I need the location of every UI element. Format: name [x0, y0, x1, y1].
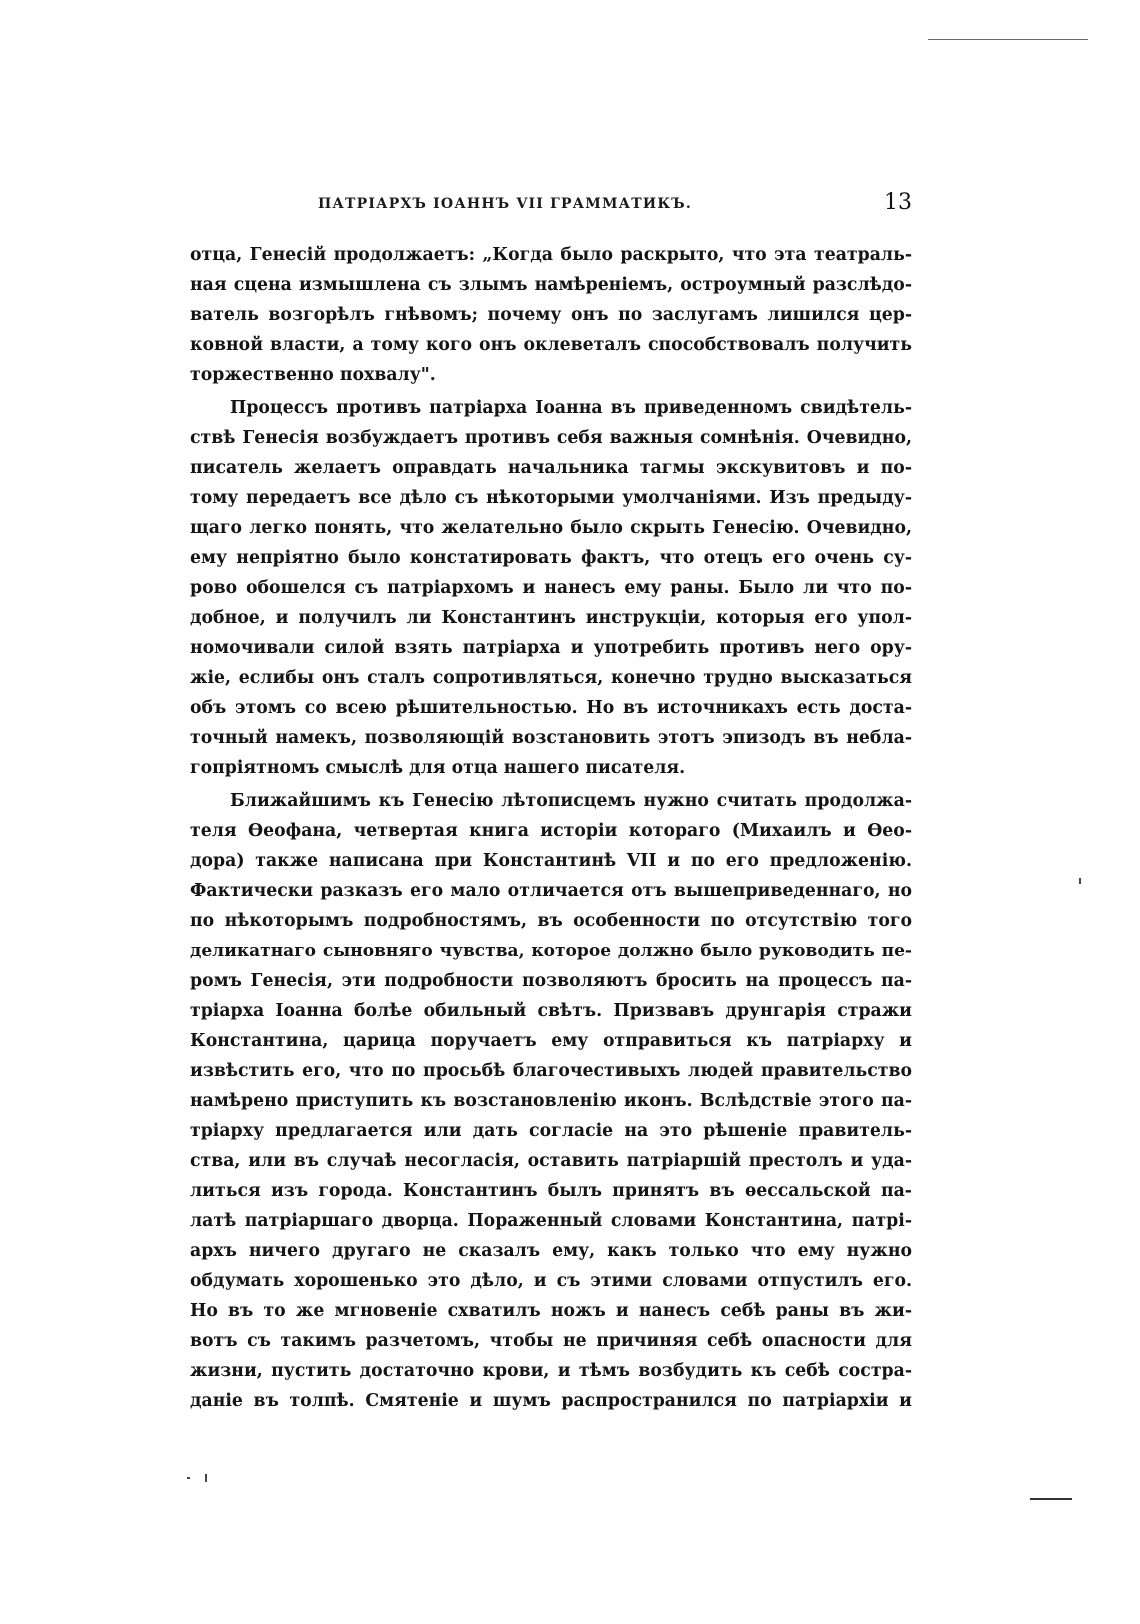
text-line: деликатнаго сыновняго чувства, которое должно было руководить пе-	[190, 941, 912, 961]
text-line: теля Ѳеофана, четвертая книга исторіи котораго (Михаилъ и Ѳео-	[190, 821, 912, 841]
text-line: точный намекъ, позволяющій возстановить этотъ эпизодъ въ небла-	[190, 728, 912, 748]
margin-speck	[205, 1474, 207, 1482]
bottom-margin-rule	[1030, 1498, 1072, 1500]
running-title: ПАТРІАРХЪ ІОАННЪ VII ГРАММАТИКЪ.	[318, 196, 692, 212]
text-line: Но въ то же мгновеніе схватилъ ножъ и нанесъ себѣ раны въ жи-	[190, 1301, 912, 1321]
running-head	[190, 190, 912, 222]
text-line: вотъ съ такимъ разчетомъ, чтобы не причиняя себѣ опасности для	[190, 1331, 912, 1351]
text-line: объ этомъ со всею рѣшительностью. Но въ источникахъ есть доста-	[190, 698, 912, 718]
text-line: торжественно похвалу".	[190, 365, 436, 385]
body-text	[190, 240, 912, 1416]
text-line: тріарха Іоанна болѣе обильный свѣтъ. Призвавъ друнгарія стражи	[190, 1001, 912, 1021]
text-line: добное, и получилъ ли Константинъ инструкціи, которыя его упол-	[190, 608, 912, 628]
paragraph-1	[190, 240, 912, 390]
text-line: жіе, еслибы онъ сталъ сопротивляться, конечно трудно высказаться	[190, 668, 912, 688]
text-line: ствѣ Генесія возбуждаетъ противъ себя важныя сомнѣнія. Очевидно,	[190, 428, 912, 448]
text-line: извѣстить его, что по просьбѣ благочестивыхъ людей правительство	[190, 1061, 912, 1081]
text-line: архъ ничего другаго не сказалъ ему, какъ только что ему нужно	[190, 1241, 912, 1261]
text-line: рово обошелся съ патріархомъ и нанесъ ему раны. Было ли что по-	[190, 578, 912, 598]
margin-speck	[187, 1477, 190, 1479]
text-line: обдумать хорошенько это дѣло, и съ этими словами отпустилъ его.	[190, 1271, 912, 1291]
paragraph-2	[190, 393, 912, 783]
text-line: Фактически разказъ его мало отличается отъ вышеприведеннаго, но	[190, 881, 912, 901]
text-line: отца, Генесій продолжаетъ: „Когда было раскрыто, что эта театраль-	[190, 245, 912, 265]
text-line: намѣрено приступить къ возстановленію иконъ. Вслѣдствіе этого па-	[190, 1091, 912, 1111]
margin-speck	[1079, 878, 1081, 884]
text-line: писатель желаетъ оправдать начальника тагмы экскувитовъ и по-	[190, 458, 912, 478]
text-line: ства, или въ случаѣ несогласія, оставить патріаршій престолъ и уда-	[190, 1151, 912, 1171]
text-line: номочивали силой взять патріарха и употребить противъ него ору-	[190, 638, 912, 658]
text-line: жизни, пустить достаточно крови, и тѣмъ возбудить къ себѣ состра-	[190, 1361, 912, 1381]
text-line: дора) также написана при Константинѣ VII и по его предложенію.	[190, 851, 912, 871]
text-line: ему непріятно было констатировать фактъ, что отецъ его очень су-	[190, 548, 912, 568]
text-line: ная сцена измышлена съ злымъ намѣреніемъ, остроумный разслѣдо-	[190, 275, 912, 295]
text-line: ватель возгорѣлъ гнѣвомъ; почему онъ по заслугамъ лишился цер-	[190, 305, 912, 325]
text-line: щаго легко понять, что желательно было скрыть Генесію. Очевидно,	[190, 518, 912, 538]
page-number: 13	[884, 190, 912, 215]
text-line: гопріятномъ смыслѣ для отца нашего писателя.	[190, 758, 686, 778]
text-line: тріарху предлагается или дать согласіе на это рѣшеніе правитель-	[190, 1121, 912, 1141]
text-line: даніе въ толпѣ. Смятеніе и шумъ распространился по патріархіи и	[190, 1391, 912, 1411]
text-line: Ближайшимъ къ Генесію лѣтописцемъ нужно считать продолжа-	[230, 791, 912, 811]
text-line: Процессъ противъ патріарха Іоанна въ приведенномъ свидѣтель-	[230, 398, 912, 418]
text-line: ковной власти, а тому кого онъ оклеветалъ способствовалъ получить	[190, 335, 912, 355]
text-line: по нѣкоторымъ подробностямъ, въ особенности по отсутствію того	[190, 911, 912, 931]
top-margin-rule	[928, 39, 1088, 40]
text-line: Константина, царица поручаетъ ему отправиться къ патріарху и	[190, 1031, 912, 1051]
paragraph-3	[190, 786, 912, 1416]
text-line: тому передаетъ все дѣло съ нѣкоторыми умолчаніями. Изъ предыду-	[190, 488, 912, 508]
text-line: ромъ Генесія, эти подробности позволяютъ бросить на процессъ па-	[190, 971, 912, 991]
text-line: латѣ патріаршаго дворца. Пораженный словами Константина, патрі-	[190, 1211, 912, 1231]
text-line: литься изъ города. Константинъ былъ принятъ въ ѳессальской па-	[190, 1181, 912, 1201]
